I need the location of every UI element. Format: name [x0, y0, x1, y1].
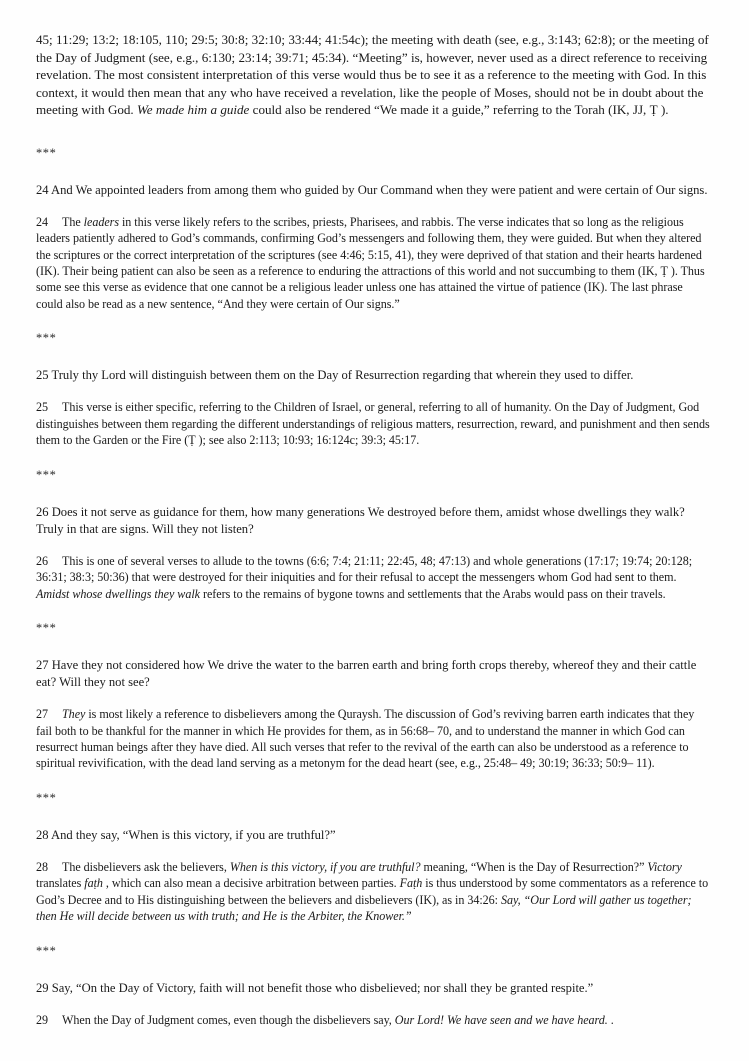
verse-text-24 — [36, 182, 712, 199]
commentary-body-25 — [36, 400, 710, 447]
section-divider: *** — [36, 620, 57, 635]
spacer — [36, 772, 712, 791]
italic-run: leaders — [83, 214, 119, 229]
commentary-number-27: 27 — [36, 707, 49, 722]
commentary-27 — [36, 706, 712, 772]
spacer — [36, 345, 712, 367]
commentary-body-24 — [36, 215, 705, 311]
text-run: meaning, “When is the Day of Resurrection?” — [420, 859, 648, 874]
commentary-body-28 — [36, 860, 708, 923]
commentary-26 — [36, 553, 712, 602]
italic-run: Victory — [647, 859, 682, 874]
text-run: 28 And they say, “When is this victory, if you are truthful?” — [36, 827, 336, 842]
spacer — [36, 602, 712, 621]
commentary-number-24: 24 — [36, 214, 49, 229]
section-divider: *** — [36, 331, 57, 346]
text-run: could also be rendered “We made it a guide,” referring to the Torah (IK, JJ, Ṭ ). — [249, 102, 669, 118]
italic-run: When is this victory, if you are truthful? — [229, 859, 421, 874]
text-run: . — [607, 1012, 614, 1027]
text-run: 45; 11:29; 13:2; 18:105, 110; 29:5; 30:8; 32:10; 33:44; 41:54c); the meeting with death (see, e.g., 3:143; 62:8); or the meeting of the Day of Judgment (see, e.g., 6:130; 23:14; 39:71; 45:34). “Meeting” is, however, never used as a direct reference to receiving revelation. The most consistent interpretation of this verse would thus be to see it as a reference to the meeting with God. In this context, it would then mean that any who have received a revelation, like the people of Moses, should not be in doubt about the meeting with God. — [36, 32, 709, 118]
spacer — [36, 449, 712, 468]
section-divider: *** — [36, 145, 57, 160]
spacer — [36, 691, 712, 706]
spacer — [36, 119, 712, 146]
text-run: is most likely a reference to disbelievers among the Quraysh. The discussion of God’s reviving barren earth indicates that they fail both to be thankful for the manner in which He provides for them, as in 56:68– 70, and to understand the manner in which God can resurrect human beings after they have died. All such verses that refer to the revival of the earth can also be understood as a reference to spiritual revivification, with the dead land serving as a metonym for the dead heart (see, e.g., 25:48– 49; 30:19; 36:33; 50:9– 11). — [36, 707, 695, 771]
text-run: 25 Truly thy Lord will distinguish between them on the Day of Resurrection regarding that wherein they used to differ. — [36, 368, 634, 383]
spacer — [36, 312, 712, 331]
spacer — [36, 384, 712, 399]
spacer — [36, 805, 712, 827]
section-divider: *** — [36, 467, 57, 482]
verse-text-28 — [36, 827, 712, 844]
section-divider: *** — [36, 943, 57, 958]
commentary-body-26 — [36, 554, 692, 601]
italic-run: Our Lord! We have seen and we have heard. — [394, 1012, 608, 1027]
spacer — [36, 997, 712, 1012]
text-run: is thus understood by some commentators as a reference to God’s Decree and to His distinguishing between the believers and disbelievers (IK), as in 34:26: — [36, 876, 709, 907]
text-run: This verse is either specific, referring to the Children of Israel, or general, referring to all of humanity. On the Day of Judgment, God distinguishes between them regarding the different understandings of religious matters, resurrection, reward, and punishment and then sends them to the Garden or the Fire (Ṭ ); see also 2:113; 10:93; 16:124c; 39:3; 45:17. — [36, 400, 710, 448]
commentary-number-25: 25 — [36, 400, 49, 415]
spacer — [36, 844, 712, 859]
text-run: 27 Have they not considered how We drive the water to the barren earth and bring forth crops thereby, whereof they and their cattle eat? Will they not see? — [36, 657, 697, 690]
spacer — [36, 160, 712, 182]
verse-text-29 — [36, 980, 712, 997]
text-run: 29 Say, “On the Day of Victory, faith will not benefit those who disbelieved; nor shall they be granted respite.” — [36, 980, 594, 995]
section-divider: *** — [36, 790, 57, 805]
commentary-number-29: 29 — [36, 1012, 49, 1027]
commentary-25 — [36, 399, 712, 448]
commentary-28 — [36, 859, 712, 925]
spacer — [36, 199, 712, 214]
text-run: The — [62, 214, 84, 229]
verse-text-26 — [36, 504, 712, 538]
italic-run: They — [62, 707, 86, 722]
page-text-column — [36, 31, 712, 1028]
text-run: 26 Does it not serve as guidance for them, how many generations We destroyed before them, amidst whose dwellings they walk? Truly in that are signs. Will they not listen? — [36, 504, 685, 536]
italic-run: Amidst whose dwellings they walk — [36, 586, 200, 601]
text-run: translates — [36, 876, 85, 891]
verse-text-27 — [36, 657, 712, 691]
text-run: in this verse likely refers to the scribes, priests, Pharisees, and rabbis. The verse indicates that so long as the religious leaders patiently adhered to God’s commands, confirming God’s messengers and following them, they were guided. But when they altered the scriptures or the correct interpretation of the scriptures (see 4:46; 5:15, 41), they were deprived of that station and their hearts hardened (IK). Their being patient can also be seen as a reference to enduring the attractions of this world and not succumbing to them (IK, Ṭ ). Thus some see this verse as evidence that one cannot be a religious leader unless one has attained the virtue of patience (IK). The last phrase could also be read as a new sentence, “And they were certain of Our signs.” — [36, 214, 705, 311]
commentary-number-28: 28 — [36, 859, 49, 874]
italic-run: We made him a guide — [137, 102, 250, 118]
text-run: The disbelievers ask the believers, — [62, 859, 230, 874]
spacer — [36, 958, 712, 980]
text-run: This is one of several verses to allude to the towns (6:6; 7:4; 21:11; 22:45, 48; 47:13) and whole generations (17:17; 19:74; 20:128; 36:31; 38:3; 50:36) that were destroyed for their iniquities and for their refusal to accept the messengers whom God had sent to them. — [36, 553, 693, 585]
text-run: refers to the remains of bygone towns and settlements that the Arabs would pass on their travels. — [200, 586, 666, 601]
spacer — [36, 925, 712, 944]
spacer — [36, 482, 712, 504]
spacer — [36, 538, 712, 553]
italic-run: Say, “Our Lord will gather us together; then He will decide between us with truth; and He is the Arbiter, the Knower.” — [36, 892, 692, 924]
commentary-body-29 — [62, 1013, 614, 1027]
commentary-body-27 — [36, 707, 694, 770]
verse-text-25 — [36, 367, 712, 384]
commentary-number-26: 26 — [36, 553, 49, 568]
spacer — [36, 635, 712, 657]
italic-run: faṭh — [84, 876, 103, 891]
commentary-29 — [36, 1012, 712, 1028]
text-run: When the Day of Judgment comes, even though the disbelievers say, — [62, 1012, 395, 1027]
text-run: , which can also mean a decisive arbitration between parties. — [102, 876, 400, 891]
text-run: 24 And We appointed leaders from among them who guided by Our Command when they were patient and were certain of Our signs. — [36, 182, 708, 197]
lead-paragraph — [36, 31, 712, 119]
commentary-24 — [36, 214, 712, 312]
italic-run: Faṭh — [399, 876, 423, 891]
